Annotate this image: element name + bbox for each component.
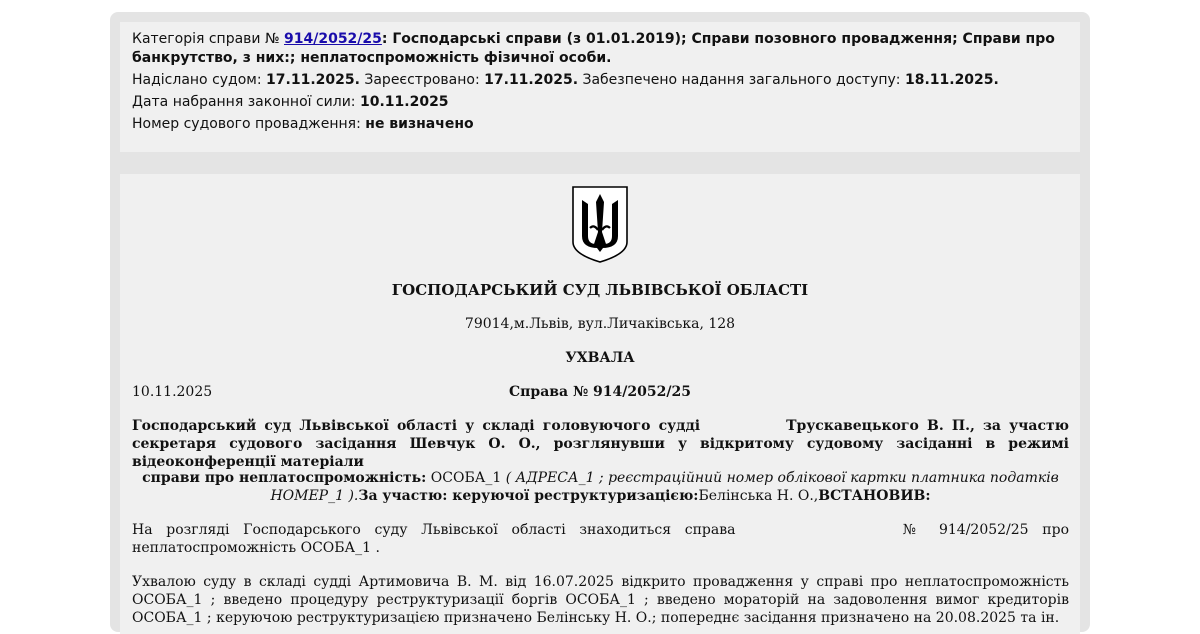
category-label: Категорія справи № [132, 31, 280, 47]
sent-value: 17.11.2025. [266, 72, 360, 88]
intro2-part-a: справи про неплатоспроможність: [142, 470, 427, 486]
proceeding-label: Номер судового провадження: [132, 116, 361, 132]
document-title: УХВАЛА [565, 350, 635, 366]
force-row [132, 93, 1068, 112]
p1-part-b: № 914/2052/25 про неплатоспроможність ОСОБА_1 . [132, 522, 1070, 556]
paragraph-2: Ухвалою суду в складі судді Артимовича В. М. від 16.07.2025 відкрито провадження у справі про неплатоспроможність ОСОБА_1 ; введено процедуру реструктуризації боргів ОСОБА_1 ; введено мораторій на задоволення вимог кредиторів ОСОБА_1 ; керуючою реструктуризацією призначено Белінську Н. О.; попереднє засідання призначено на 20.08.2025 та ін. [132, 574, 1069, 626]
ruling-date: 10.11.2025 [132, 384, 213, 400]
force-value: 10.11.2025 [359, 94, 449, 110]
intro2-part-b: ОСОБА_1 [426, 470, 506, 486]
case-meta-panel [120, 22, 1080, 152]
category-row [132, 30, 1068, 68]
sent-label: Надіслано судом: [132, 72, 262, 88]
intro-part-b: Трускавецького В. П., за участю секретаря судового засідання Шевчук О. О., розглянувши у відкритому судовому засіданні в режимі відеоконференції матеріали [132, 418, 1070, 470]
intro2-part-d: За участю: керуючої реструктуризацією: [358, 488, 699, 504]
intro2-part-c: ( АДРЕСА_1 ; реєстраційний номер облікової картки платника податків НОМЕР_1 ). [270, 470, 1059, 504]
access-value: 18.11.2025. [904, 72, 999, 88]
ruling-document [120, 174, 1080, 634]
access-label: Забезпечено надання загального доступу: [582, 72, 901, 88]
proceeding-row [132, 115, 1068, 134]
intro2-part-f: ВСТАНОВИВ: [818, 488, 931, 504]
case-number: Справа № 914/2052/25 [509, 384, 691, 400]
intro2-part-e: Белінська Н. О., [698, 488, 819, 504]
court-address: 79014,м.Львів, вул.Личаківська, 128 [464, 316, 736, 332]
case-number-link[interactable]: 914/2052/25 [284, 31, 382, 47]
intro-paragraph [132, 417, 1069, 471]
court-name: ГОСПОДАРСЬКИЙ СУД ЛЬВІВСЬКОЇ ОБЛАСТІ [391, 281, 809, 299]
intro-second-paragraph [132, 469, 1069, 505]
proceeding-value: не визначено [365, 116, 474, 132]
category-text: : Господарські справи (з 01.01.2019); Справи позовного провадження; Справи про банкрутство, з них:; неплатоспроможність фізичної особи. [132, 31, 1055, 66]
trident-icon [570, 184, 630, 264]
p1-part-a: На розгляді Господарського суду Львівської області знаходиться справа [132, 522, 736, 538]
registered-value: 17.11.2025. [484, 72, 579, 88]
registered-label: Зареєстровано: [364, 72, 480, 88]
paragraph-1 [132, 521, 1069, 557]
dates-row [132, 71, 1068, 90]
intro-part-a: Господарський суд Львівської області у складі головуючого судді [132, 418, 701, 434]
force-label: Дата набрання законної сили: [132, 94, 356, 110]
